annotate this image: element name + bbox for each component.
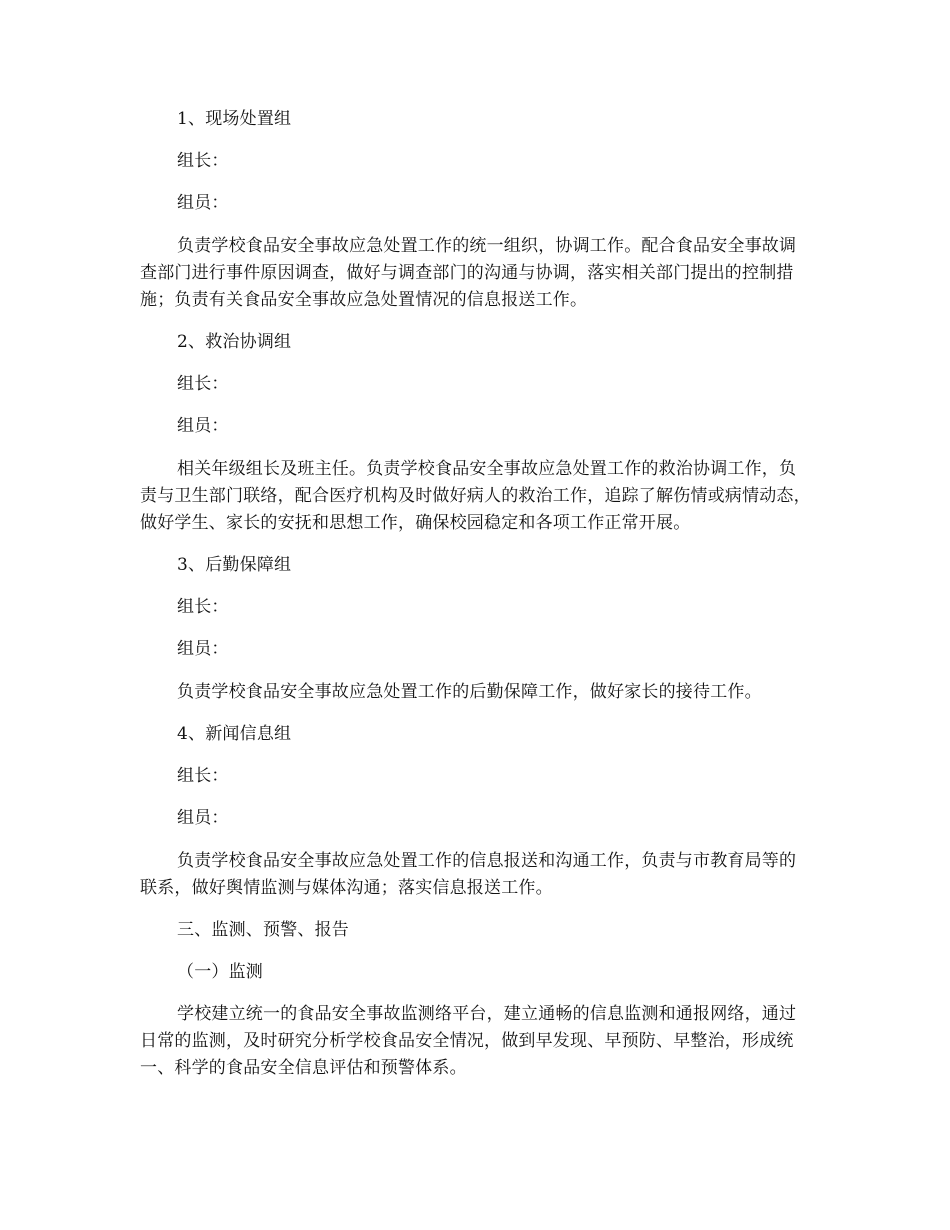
document-page [140, 106, 812, 1082]
chapter-heading: 三、监测、预警、报告 [177, 920, 349, 940]
group-leader-line: 组长： [177, 766, 229, 786]
group-leader-line: 组长： [177, 151, 229, 171]
group-leader-line: 组长： [177, 374, 229, 394]
body-paragraph: 相关年级组长及班主任。负责学校食品安全事故应急处置工作的救治协调工作，负责与卫生部门联络，配合医疗机构及时做好病人的救治工作，追踪了解伤情或病情动态，做好学生、家长的安抚和思想工作，确保校园稳定和各项工作正常开展。 [140, 459, 811, 533]
section-heading-3: 3、后勤保障组 [177, 555, 292, 575]
section-heading-4: 4、新闻信息组 [177, 724, 292, 744]
group-member-line: 组员： [177, 416, 229, 436]
body-paragraph: 学校建立统一的食品安全事故监测络平台，建立通畅的信息监测和通报网络，通过日常的监测，及时研究分析学校食品安全情况，做到早发现、早预防、早整治，形成统一、科学的食品安全信息评估和预警体系。 [140, 1004, 797, 1078]
section-heading-1: 1、现场处置组 [177, 109, 292, 129]
group-member-line: 组员： [177, 639, 229, 659]
section-heading-2: 2、救治协调组 [177, 332, 292, 352]
group-member-line: 组员： [177, 193, 229, 213]
body-paragraph: 负责学校食品安全事故应急处置工作的后勤保障工作，做好家长的接待工作。 [177, 682, 762, 702]
body-paragraph: 负责学校食品安全事故应急处置工作的信息报送和沟通工作，负责与市教育局等的联系，做好舆情监测与媒体沟通；落实信息报送工作。 [140, 851, 797, 898]
subsection-heading: （一）监测 [177, 962, 263, 982]
group-member-line: 组员： [177, 808, 229, 828]
body-paragraph: 负责学校食品安全事故应急处置工作的统一组织，协调工作。配合食品安全事故调查部门进行事件原因调查，做好与调查部门的沟通与协调，落实相关部门提出的控制措施；负责有关食品安全事故应急处置情况的信息报送工作。 [140, 236, 797, 310]
group-leader-line: 组长： [177, 597, 229, 617]
